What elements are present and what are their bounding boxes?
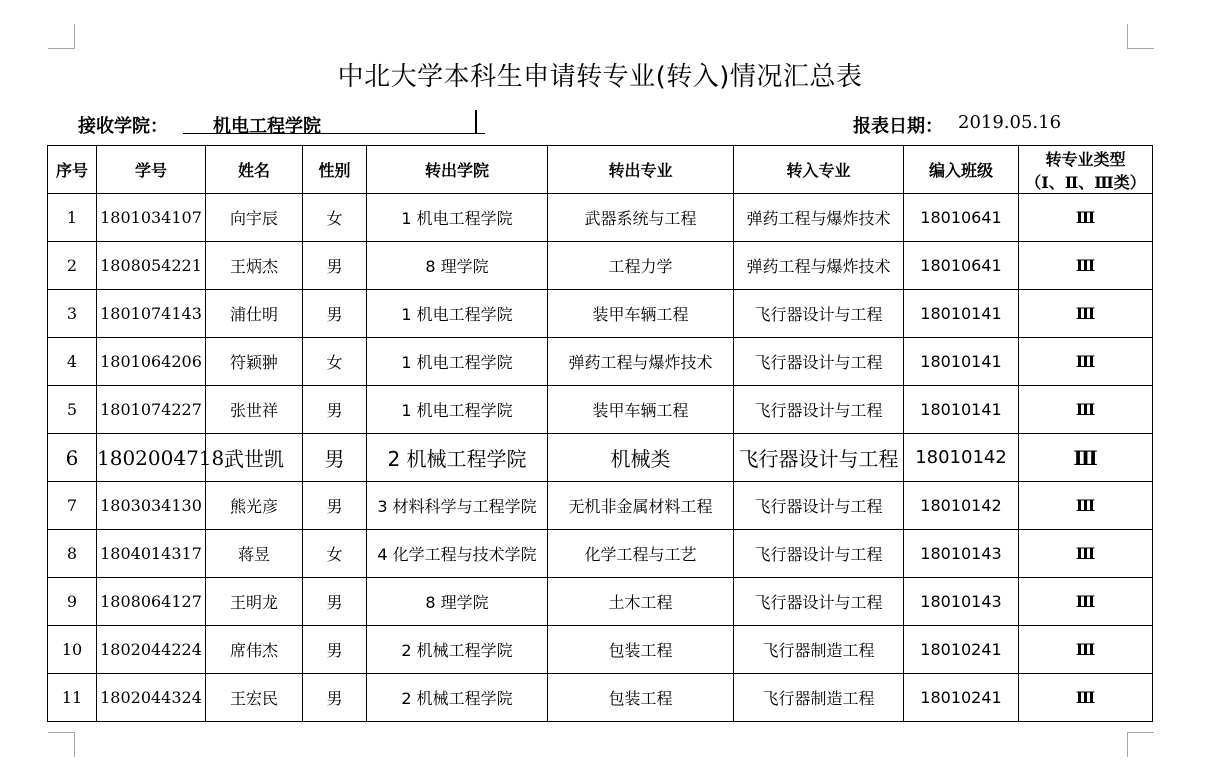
from-college-cell: 1 机电工程学院 (367, 338, 548, 386)
row-index-cell: 2 (48, 242, 97, 290)
gender-cell: 男 (303, 674, 367, 722)
student-name-cell: 王炳杰 (206, 242, 303, 290)
row-index-cell: 3 (48, 290, 97, 338)
from-major-cell: 装甲车辆工程 (548, 290, 734, 338)
table-row (48, 626, 1153, 674)
to-major-cell: 弹药工程与爆炸技术 (734, 242, 904, 290)
receiving-college-field[interactable]: 机电工程学院 (183, 112, 485, 134)
student-name-cell: 席伟杰 (206, 626, 303, 674)
gender-cell: 男 (303, 386, 367, 434)
row-index-cell: 10 (48, 626, 97, 674)
student-name-cell: 蒋昱 (206, 530, 303, 578)
row-index-cell: 11 (48, 674, 97, 722)
table-row (48, 434, 1153, 482)
header-type-line2: （Ⅰ、Ⅱ、Ⅲ类） (1025, 172, 1146, 192)
gender-cell: 男 (303, 242, 367, 290)
from-college-cell: 2 机械工程学院 (367, 626, 548, 674)
assigned-class-cell: 18010143 (904, 578, 1019, 626)
to-major-cell: 飞行器设计与工程 (734, 530, 904, 578)
assigned-class-cell: 18010241 (904, 626, 1019, 674)
table-row (48, 242, 1153, 290)
text-cursor (475, 110, 477, 134)
transfer-summary-table (47, 145, 1153, 722)
table-row (48, 578, 1153, 626)
student-name-cell: 浦仕明 (206, 290, 303, 338)
transfer-type-cell: Ⅲ (1019, 578, 1153, 626)
from-college-cell: 2 机械工程学院 (367, 434, 548, 482)
assigned-class-cell: 18010142 (904, 434, 1019, 482)
to-major-cell: 飞行器设计与工程 (734, 434, 904, 482)
row-index-cell: 5 (48, 386, 97, 434)
table-row (48, 290, 1153, 338)
gender-cell: 男 (303, 626, 367, 674)
to-major-cell: 飞行器制造工程 (734, 626, 904, 674)
student-id-cell: 1804014317 (97, 530, 206, 578)
student-id-cell: 1802004718 (97, 434, 206, 482)
header-cell: 转入专业 (734, 146, 904, 194)
student-name-cell: 武世凯 (206, 434, 303, 482)
gender-cell: 男 (303, 290, 367, 338)
header-cell: 姓名 (206, 146, 303, 194)
student-name-cell: 向宇辰 (206, 194, 303, 242)
table-row (48, 674, 1153, 722)
header-cell: 编入班级 (904, 146, 1019, 194)
assigned-class-cell: 18010141 (904, 290, 1019, 338)
student-id-cell: 1801064206 (97, 338, 206, 386)
row-index-cell: 8 (48, 530, 97, 578)
transfer-type-cell: Ⅲ (1019, 386, 1153, 434)
from-college-cell: 8 理学院 (367, 578, 548, 626)
from-college-cell: 8 理学院 (367, 242, 548, 290)
assigned-class-cell: 18010141 (904, 386, 1019, 434)
gender-cell: 女 (303, 530, 367, 578)
gender-cell: 女 (303, 338, 367, 386)
student-id-cell: 1808064127 (97, 578, 206, 626)
student-id-cell: 1801074143 (97, 290, 206, 338)
student-name-cell: 张世祥 (206, 386, 303, 434)
from-major-cell: 化学工程与工艺 (548, 530, 734, 578)
from-college-cell: 4 化学工程与技术学院 (367, 530, 548, 578)
from-major-cell: 土木工程 (548, 578, 734, 626)
table-row (48, 338, 1153, 386)
transfer-type-cell: Ⅲ (1019, 482, 1153, 530)
corner-mark-bottom-left (48, 732, 75, 757)
student-name-cell: 熊光彦 (206, 482, 303, 530)
from-college-cell: 2 机械工程学院 (367, 674, 548, 722)
table-header-row (48, 146, 1153, 194)
from-major-cell: 工程力学 (548, 242, 734, 290)
table-row (48, 530, 1153, 578)
transfer-type-cell: Ⅲ (1019, 194, 1153, 242)
to-major-cell: 弹药工程与爆炸技术 (734, 194, 904, 242)
student-id-cell: 1801074227 (97, 386, 206, 434)
from-major-cell: 弹药工程与爆炸技术 (548, 338, 734, 386)
assigned-class-cell: 18010241 (904, 674, 1019, 722)
report-date-label: 报表日期： (853, 116, 943, 137)
corner-mark-top-right (1127, 24, 1154, 49)
row-index-cell: 6 (48, 434, 97, 482)
student-id-cell: 1808054221 (97, 242, 206, 290)
gender-cell: 女 (303, 194, 367, 242)
to-major-cell: 飞行器设计与工程 (734, 578, 904, 626)
transfer-type-cell: Ⅲ (1019, 338, 1153, 386)
from-major-cell: 包装工程 (548, 674, 734, 722)
transfer-type-cell: Ⅲ (1019, 530, 1153, 578)
header-cell: 学号 (97, 146, 206, 194)
row-index-cell: 7 (48, 482, 97, 530)
student-id-cell: 1803034130 (97, 482, 206, 530)
report-date-value: 2019.05.16 (958, 112, 1062, 133)
student-id-cell: 1802044224 (97, 626, 206, 674)
header-cell: 序号 (48, 146, 97, 194)
row-index-cell: 9 (48, 578, 97, 626)
gender-cell: 男 (303, 482, 367, 530)
to-major-cell: 飞行器设计与工程 (734, 386, 904, 434)
header-type-line1: 转专业类型 (1045, 149, 1126, 169)
corner-mark-bottom-right (1127, 732, 1154, 757)
corner-mark-top-left (48, 24, 75, 49)
header-cell: 转出专业 (548, 146, 734, 194)
student-name-cell: 王宏民 (206, 674, 303, 722)
gender-cell: 男 (303, 578, 367, 626)
table-row (48, 194, 1153, 242)
assigned-class-cell: 18010641 (904, 242, 1019, 290)
transfer-type-cell: Ⅲ (1019, 290, 1153, 338)
student-name-cell: 符颖翀 (206, 338, 303, 386)
table-row (48, 482, 1153, 530)
transfer-type-cell: Ⅲ (1019, 434, 1153, 482)
from-college-cell: 3 材料科学与工程学院 (367, 482, 548, 530)
student-id-cell: 1802044324 (97, 674, 206, 722)
document-title: 中北大学本科生申请转专业(转入)情况汇总表 (337, 62, 863, 92)
to-major-cell: 飞行器设计与工程 (734, 482, 904, 530)
header-cell-transfer-type (1019, 146, 1153, 194)
from-major-cell: 武器系统与工程 (548, 194, 734, 242)
header-cell: 性别 (303, 146, 367, 194)
row-index-cell: 4 (48, 338, 97, 386)
from-college-cell: 1 机电工程学院 (367, 194, 548, 242)
from-college-cell: 1 机电工程学院 (367, 386, 548, 434)
assigned-class-cell: 18010142 (904, 482, 1019, 530)
transfer-type-cell: Ⅲ (1019, 242, 1153, 290)
assigned-class-cell: 18010143 (904, 530, 1019, 578)
from-college-cell: 1 机电工程学院 (367, 290, 548, 338)
from-major-cell: 装甲车辆工程 (548, 386, 734, 434)
header-cell: 转出学院 (367, 146, 548, 194)
table-row (48, 386, 1153, 434)
to-major-cell: 飞行器制造工程 (734, 674, 904, 722)
assigned-class-cell: 18010141 (904, 338, 1019, 386)
row-index-cell: 1 (48, 194, 97, 242)
to-major-cell: 飞行器设计与工程 (734, 338, 904, 386)
from-major-cell: 无机非金属材料工程 (548, 482, 734, 530)
to-major-cell: 飞行器设计与工程 (734, 290, 904, 338)
student-name-cell: 王明龙 (206, 578, 303, 626)
from-major-cell: 机械类 (548, 434, 734, 482)
student-id-cell: 1801034107 (97, 194, 206, 242)
transfer-type-cell: Ⅲ (1019, 626, 1153, 674)
transfer-type-cell: Ⅲ (1019, 674, 1153, 722)
gender-cell: 男 (303, 434, 367, 482)
from-major-cell: 包装工程 (548, 626, 734, 674)
assigned-class-cell: 18010641 (904, 194, 1019, 242)
receiving-college-label: 接收学院： (78, 116, 168, 137)
